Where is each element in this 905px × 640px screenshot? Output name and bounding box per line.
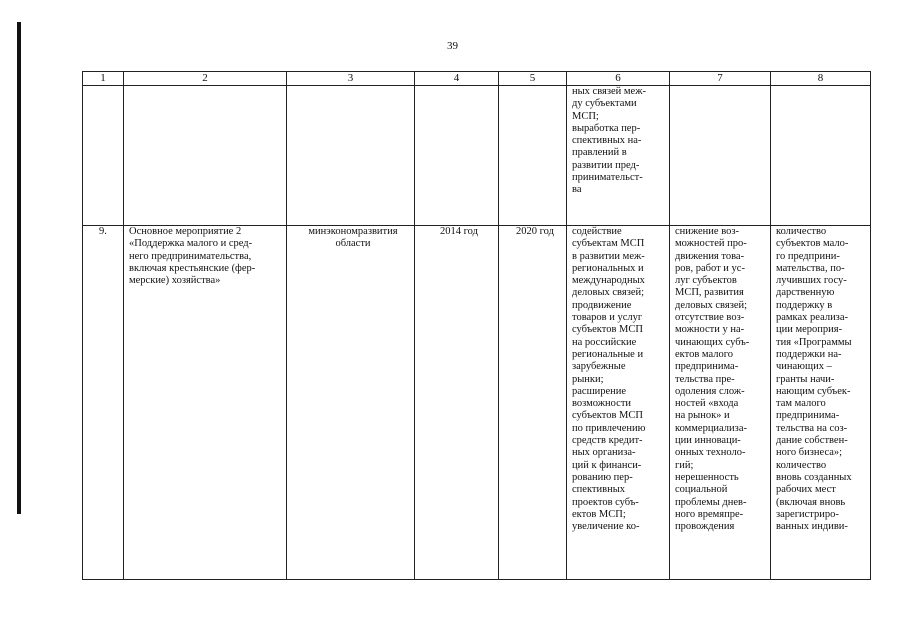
text-line: правлений в [572,147,627,159]
text-line: рамках реализа- [776,312,848,324]
continuation-row [83,86,871,226]
text-line: тельства на соз- [776,422,848,434]
measures-table [82,71,871,580]
text-line: рабочих мест [776,484,836,496]
text-line: вновь созданных [776,471,852,483]
text-line: можности у на- [675,324,745,336]
text-line: деловых связей; [572,287,645,299]
text-line: количество [776,459,827,471]
text-line: мательства, по- [776,262,845,274]
header-col-7: 7 [670,72,771,86]
binding-margin-mark [17,22,21,514]
text-line: него предпринимательства, [129,250,252,262]
text-line: продвижение [572,299,632,311]
text-line: региональных и [572,262,644,274]
text-line: гранты начи- [776,373,835,385]
text-line: поддержки на- [776,348,842,360]
text-line: субъектов МСП [572,410,643,422]
text-line: субъектам МСП [572,238,645,250]
text-line: проблемы днев- [675,496,747,508]
text-line: средств кредит- [572,435,643,447]
cont-cell-7 [670,86,771,226]
text-line: в развитии меж- [572,250,645,262]
indicators [771,226,871,580]
text-line: ров, работ и ус- [675,262,745,274]
text-line: содействие [572,226,622,237]
text-line: ду субъектами [572,98,637,110]
measure-name [124,226,287,580]
text-line: ектов МСП; [572,508,626,520]
text-line: по привлечению [572,422,646,434]
text-line: ции инноваци- [675,435,741,447]
text-line: развитии пред- [572,159,640,171]
text-line: рованию пер- [572,471,633,483]
text-line: дание собствен- [776,435,848,447]
text-line: отсутствие воз- [675,312,745,324]
header-row [83,72,871,86]
text-line: ва [572,184,582,196]
text-line: ностей «входа [675,398,739,410]
text-line: минэкономразвития [308,226,398,237]
text-line: ных организа- [572,447,636,459]
text-line: чинающих – [776,361,832,373]
text-line: спективных на- [572,135,642,147]
text-line: (включая вновь [776,496,846,508]
text-line: нерешенность [675,471,739,483]
text-line: возможности [572,398,632,410]
header-col-1: 1 [83,72,124,86]
consequences [670,226,771,580]
text-line: ного бизнеса»; [776,447,843,459]
text-line: МСП, развития [675,287,744,299]
text-line: онных техноло- [675,447,746,459]
header-col-8: 8 [771,72,871,86]
text-line: луг субъектов [675,275,737,287]
text-line: «Поддержка малого и сред- [129,238,253,250]
text-line: ции мероприя- [776,324,843,336]
text-line: ванных индиви- [776,521,848,533]
executor [287,226,415,580]
end-year: 2020 год [499,226,567,580]
header-col-6: 6 [567,72,670,86]
text-line: региональные и [572,348,644,360]
text-line: субъектов МСП [572,324,643,336]
text-line: гий; [675,459,694,471]
text-line: увеличение ко- [572,521,640,533]
text-line: предпринима- [776,410,840,422]
header-col-2: 2 [124,72,287,86]
text-line: предпринима- [675,361,739,373]
text-line: субъектов мало- [776,238,849,250]
row-number: 9. [83,226,124,580]
header-col-5: 5 [499,72,567,86]
text-line: снижение воз- [675,226,739,237]
text-line: количество [776,226,827,237]
text-line: проектов субъ- [572,496,639,508]
text-line: области [335,238,371,250]
text-line: ектов малого [675,348,734,360]
expected-result [567,226,670,580]
text-line: можностей про- [675,238,747,250]
page-number: 39 [447,40,458,52]
cont-cell-3 [287,86,415,226]
text-line: движения това- [675,250,745,262]
text-line: чинающих субъ- [675,336,750,348]
text-line: включая крестьянские (фер- [129,262,256,274]
text-line: деловых связей; [675,299,748,311]
text-line: социальной [675,484,728,496]
text-line: МСП; [572,110,599,122]
text-line: зарегистриро- [776,508,839,520]
text-line: выработка пер- [572,122,641,134]
cont-cell-1 [83,86,124,226]
text-line: тельства пре- [675,373,735,385]
text-line: ного времяпре- [675,508,744,520]
cont-cell-2 [124,86,287,226]
text-line: одоления слож- [675,385,745,397]
cont-cell-8 [771,86,871,226]
text-line: ных связей меж- [572,86,646,97]
text-line: принимательст- [572,172,643,184]
text-line: провождения [675,521,735,533]
table-row-9 [83,226,871,580]
text-line: коммерциализа- [675,422,747,434]
text-line: спективных [572,484,625,496]
start-year: 2014 год [415,226,499,580]
cont-cell-6 [567,86,670,226]
text-line: дарственную [776,287,835,299]
text-line: лучивших госу- [776,275,847,287]
text-line: ций к финанси- [572,459,642,471]
text-line: расширение [572,385,627,397]
text-line: нающим субъек- [776,385,851,397]
text-line: Основное мероприятие 2 [129,226,242,237]
header-col-4: 4 [415,72,499,86]
text-line: товаров и услуг [572,312,643,324]
text-line: мерские) хозяйства» [129,275,221,287]
text-line: международных [572,275,645,287]
cont-cell-5 [499,86,567,226]
text-line: го предприни- [776,250,840,262]
text-line: на российские [572,336,637,348]
text-line: рынки; [572,373,604,385]
cont-cell-4 [415,86,499,226]
header-col-3: 3 [287,72,415,86]
text-line: зарубежные [572,361,626,373]
text-line: тия «Программы [776,336,852,348]
text-line: там малого [776,398,826,410]
text-line: поддержку в [776,299,833,311]
text-line: на рынок» и [675,410,730,422]
